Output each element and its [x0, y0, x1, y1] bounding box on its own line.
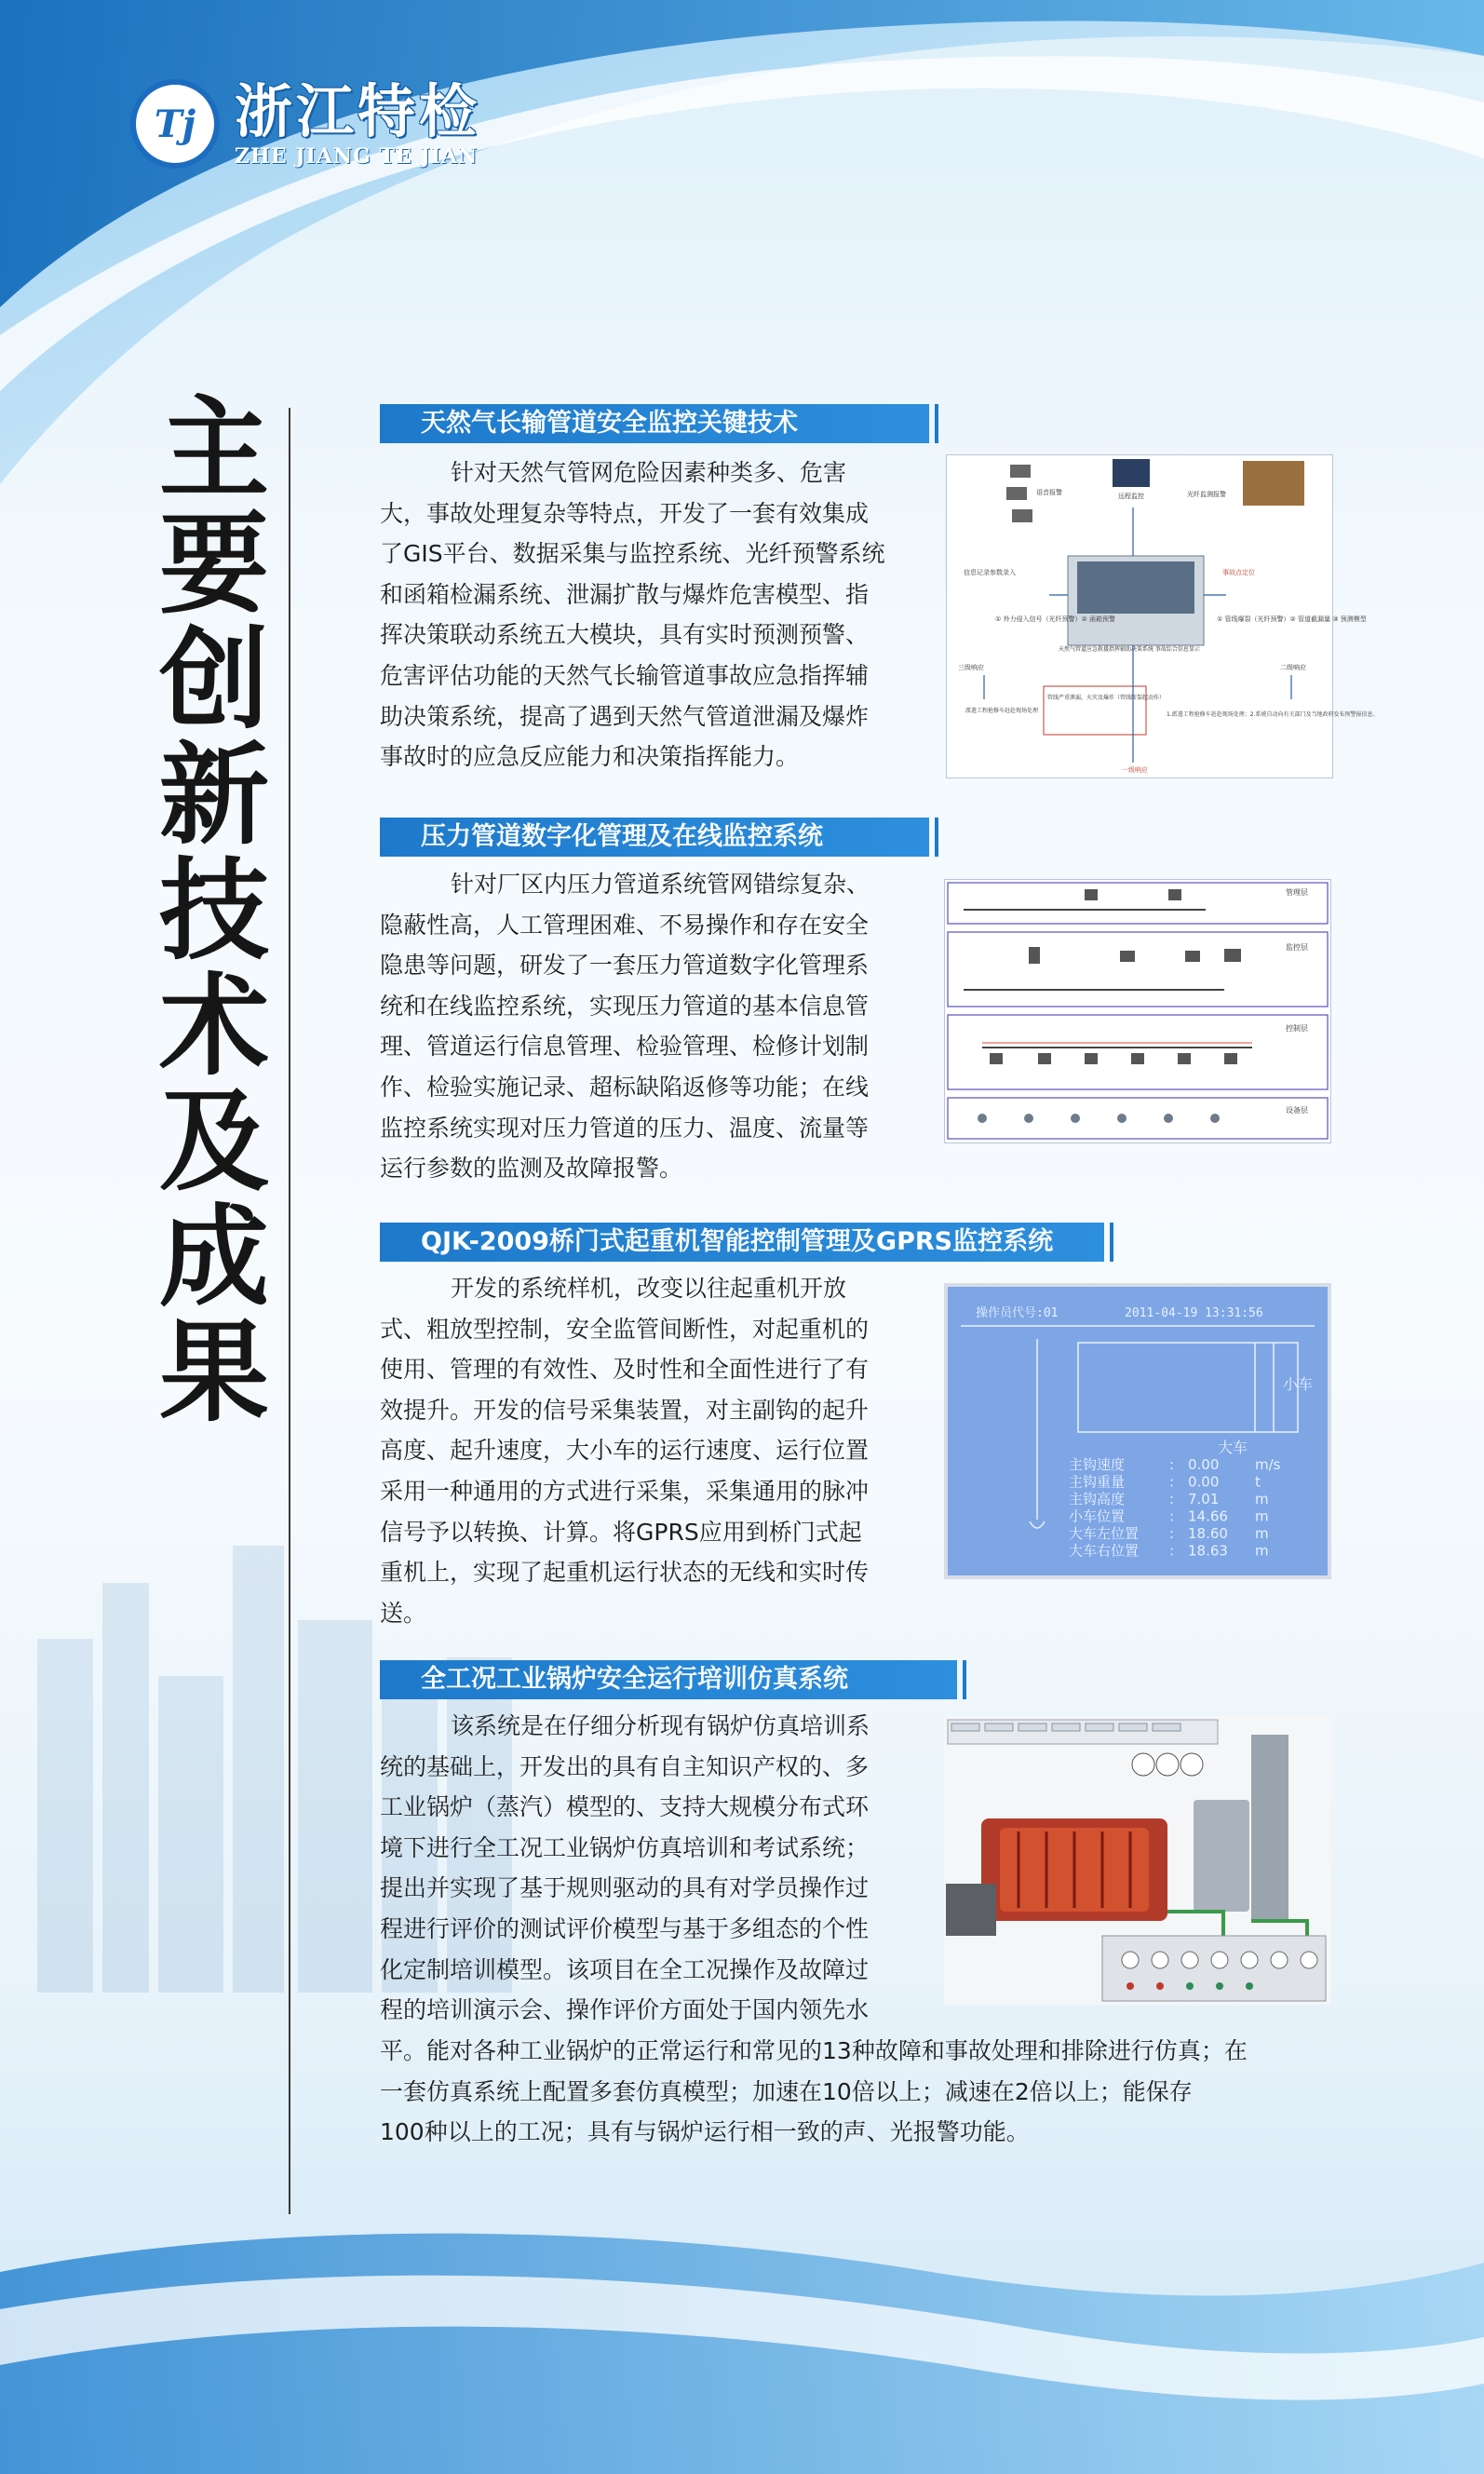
- crane-reading: :: [1169, 1473, 1175, 1491]
- crane-reading: m: [1255, 1525, 1269, 1542]
- page-title-char: 新: [158, 730, 269, 859]
- crane-reading: :: [1169, 1491, 1175, 1507]
- page-title-char: 术: [158, 961, 269, 1090]
- crane-reading: m: [1255, 1507, 1269, 1525]
- text-line: 重机上，实现了起重机运行状态的无线和实时传: [380, 1559, 870, 1587]
- page-title-char: 成: [158, 1192, 269, 1321]
- text-line: 隐患等问题，研发了一套压力管道数字化管理系: [380, 952, 870, 980]
- text-line: 助决策系统，提高了遇到天然气管道泄漏及爆炸: [380, 702, 870, 730]
- crane-reading: m/s: [1255, 1456, 1281, 1473]
- crane-reading: 主钩速度: [1069, 1456, 1126, 1473]
- text-line: 工业锅炉（蒸汽）模型的、支持大规模分布式环: [380, 1793, 870, 1821]
- crane-header-left: 操作员代号:01: [976, 1306, 1059, 1320]
- pressure-architecture-diagram: [945, 880, 1330, 1142]
- figure-boiler-simulation: [944, 1716, 1331, 2005]
- crane-reading: 14.66: [1188, 1507, 1228, 1525]
- crane-label-big-cart: 大车: [1218, 1439, 1248, 1456]
- text-line: 针对天然气管网危险因素种类多、危害: [451, 459, 847, 486]
- fig1-label: ① 外力侵入信号（光纤预警）② 函箱预警: [995, 615, 1116, 623]
- pipeline-flowchart-diagram: [947, 455, 1379, 777]
- section-header-pipeline: 天然气长输管道安全监控关键技术: [380, 404, 929, 443]
- text-line: 采用一种通用的方式进行采集，采集通用的脉冲: [380, 1477, 870, 1505]
- text-line: 化定制培训模型。该项目在全工况操作及故障过: [380, 1955, 870, 1983]
- text-line: 监控系统实现对压力管道的压力、温度、流量等: [380, 1114, 870, 1142]
- crane-reading: 大车右位置: [1069, 1542, 1140, 1560]
- page-title-char: 技: [158, 845, 269, 975]
- crane-reading: 0.00: [1188, 1473, 1220, 1491]
- layer-label: 管理层: [1286, 888, 1308, 897]
- fig1-label: 天然气管道应急救援指挥辅助决策系统 事故综合信息显示: [1059, 646, 1200, 653]
- text-line: 境下进行全工况工业锅炉仿真培训和考试系统；: [380, 1833, 870, 1861]
- fig1-label: 光纤监测报警: [1187, 491, 1226, 498]
- fig1-label: 一级响应: [1122, 766, 1148, 774]
- crane-screen-display: [948, 1287, 1328, 1575]
- crane-reading: m: [1255, 1542, 1269, 1560]
- text-line: 统和在线监控系统，实现压力管道的基本信息管: [380, 992, 870, 1020]
- section-header-crane: QJK-2009桥门式起重机智能控制管理及GPRS监控系统: [380, 1223, 1104, 1262]
- crane-reading: 7.01: [1188, 1491, 1220, 1507]
- text-line: 式、粗放型控制，安全监管间断性，对起重机的: [380, 1315, 870, 1343]
- fig1-label: 事故点定位: [1222, 569, 1255, 576]
- layer-label: 控制层: [1286, 1024, 1308, 1033]
- text-line: 大，事故处理复杂等特点，开发了一套有效集成: [380, 499, 870, 527]
- page-title-char: 要: [158, 499, 269, 629]
- fig1-label: 信息记录参数录入: [964, 569, 1016, 576]
- text-line: 信号予以转换、计算。将GPRS应用到桥门式起: [380, 1518, 862, 1546]
- section-text-boiler: [380, 1706, 933, 2031]
- text-line: 送。: [380, 1599, 427, 1627]
- text-line: 提出并实现了基于规则驱动的具有对学员操作过: [380, 1874, 870, 1902]
- text-line: 一套仿真系统上配置多套仿真模型；加速在10倍以上；减速在2倍以上；能保存: [380, 2077, 1193, 2105]
- crane-reading: 大车左位置: [1069, 1525, 1140, 1542]
- fig1-label: 三级响应: [958, 664, 984, 671]
- text-line: 程的培训演示会、操作评价方面处于国内领先水: [380, 1996, 870, 2024]
- crane-reading: :: [1169, 1456, 1175, 1473]
- text-line: 统的基础上，开发出的具有自主知识产权的、多: [380, 1752, 870, 1780]
- text-line: 平。能对各种工业锅炉的正常运行和常见的13种故障和事故处理和排除进行仿真；在: [380, 2037, 1248, 2064]
- logo-name-cn: 浙江特检: [235, 77, 481, 145]
- crane-header-right: 2011-04-19 13:31:56: [1125, 1306, 1263, 1320]
- fig1-label: 语音报警: [1036, 489, 1062, 496]
- text-line: 高度、起升速度，大小车的运行速度、运行位置: [380, 1437, 870, 1465]
- text-line: 了GIS平台、数据采集与监控系统、光纤预警系统: [380, 540, 885, 568]
- crane-reading: m: [1255, 1491, 1269, 1507]
- page-title-char: 创: [158, 615, 269, 744]
- fig1-label: ① 管线爆裂（光纤预警）② 管道截漏量 ③ 预测模型: [1217, 615, 1367, 623]
- logo-name-en: ZHE JIANG TE JIAN: [235, 144, 479, 169]
- crane-reading: 18.60: [1188, 1525, 1228, 1542]
- text-line: 针对厂区内压力管道系统管网错综复杂、: [451, 871, 870, 898]
- figure-pressure-architecture: [944, 879, 1331, 1143]
- text-line: 理、管道运行信息管理、检验管理、检修计划制: [380, 1033, 870, 1061]
- section-text-crane: [380, 1268, 933, 1633]
- crane-label-small-cart: 小车: [1283, 1375, 1314, 1393]
- fig1-label: 1.派遣工程抢修车赶赴现场处理；2.系统自动向有关部门及当地政府发布预警报信息。: [1167, 711, 1379, 718]
- crane-reading: 主钩高度: [1069, 1491, 1126, 1507]
- logo-mark-icon: Tj: [130, 79, 220, 169]
- page-title: [154, 384, 275, 1437]
- page-title-char: 主: [158, 384, 269, 513]
- section-header-boiler: 全工况工业锅炉安全运行培训仿真系统: [380, 1660, 957, 1699]
- crane-reading: 0.00: [1188, 1456, 1220, 1473]
- page-title-char: 果: [158, 1307, 269, 1437]
- section-text-boiler-full: [380, 2031, 1335, 2153]
- crane-reading: 小车位置: [1069, 1507, 1126, 1525]
- section-text-pipeline: [380, 453, 933, 777]
- text-line: 运行参数的监测及故障报警。: [380, 1155, 683, 1183]
- divider-line: [289, 408, 290, 2214]
- logo-text: [235, 79, 480, 169]
- figure-crane-screen: [944, 1283, 1331, 1579]
- company-logo: [130, 79, 480, 169]
- text-line: 挥决策联动系统五大模块，具有实时预测预警、: [380, 621, 870, 649]
- crane-reading: :: [1169, 1525, 1175, 1542]
- crane-reading: t: [1255, 1473, 1261, 1491]
- crane-reading: :: [1169, 1542, 1175, 1560]
- layer-label: 监控层: [1286, 943, 1308, 952]
- text-line: 使用、管理的有效性、及时性和全面性进行了有: [380, 1356, 870, 1384]
- fig1-label: 派遣工程抢修车赶赴现场处理: [965, 708, 1039, 714]
- text-line: 和函箱检漏系统、泄漏扩散与爆炸危害模型、指: [380, 580, 870, 608]
- fig1-label: 管线严重泄漏，火灾及爆炸（管线断裂起动作）: [1047, 695, 1166, 701]
- text-line: 程进行评价的测试评价模型与基于多组态的个性: [380, 1914, 870, 1942]
- text-line: 作、检验实施记录、超标缺陷返修等功能；在线: [380, 1073, 870, 1101]
- section-text-pressure: [380, 864, 933, 1189]
- text-line: 隐蔽性高，人工管理困难、不易操作和存在安全: [380, 911, 870, 939]
- figure-pipeline-flowchart: [946, 454, 1379, 778]
- boiler-simulation-diagram: [944, 1716, 1331, 2005]
- crane-reading: 18.63: [1188, 1542, 1228, 1560]
- text-line: 该系统是在仔细分析现有锅炉仿真培训系: [451, 1712, 870, 1739]
- fig1-label: 二级响应: [1280, 664, 1306, 671]
- text-line: 100种以上的工况；具有与锅炉运行相一致的声、光报警功能。: [380, 2118, 1030, 2146]
- crane-reading: 主钩重量: [1069, 1473, 1126, 1491]
- layer-label: 设备层: [1286, 1106, 1308, 1115]
- text-line: 开发的系统样机，改变以往起重机开放: [451, 1275, 847, 1302]
- page-title-char: 及: [158, 1076, 269, 1206]
- section-header-pressure: 压力管道数字化管理及在线监控系统: [380, 818, 929, 857]
- text-line: 事故时的应急反应能力和决策指挥能力。: [380, 743, 800, 771]
- crane-reading: :: [1169, 1507, 1175, 1525]
- text-line: 危害评估功能的天然气长输管道事故应急指挥辅: [380, 661, 870, 689]
- text-line: 效提升。开发的信号采集装置，对主副钩的起升: [380, 1396, 870, 1424]
- fig1-label: 远程监控: [1118, 493, 1144, 500]
